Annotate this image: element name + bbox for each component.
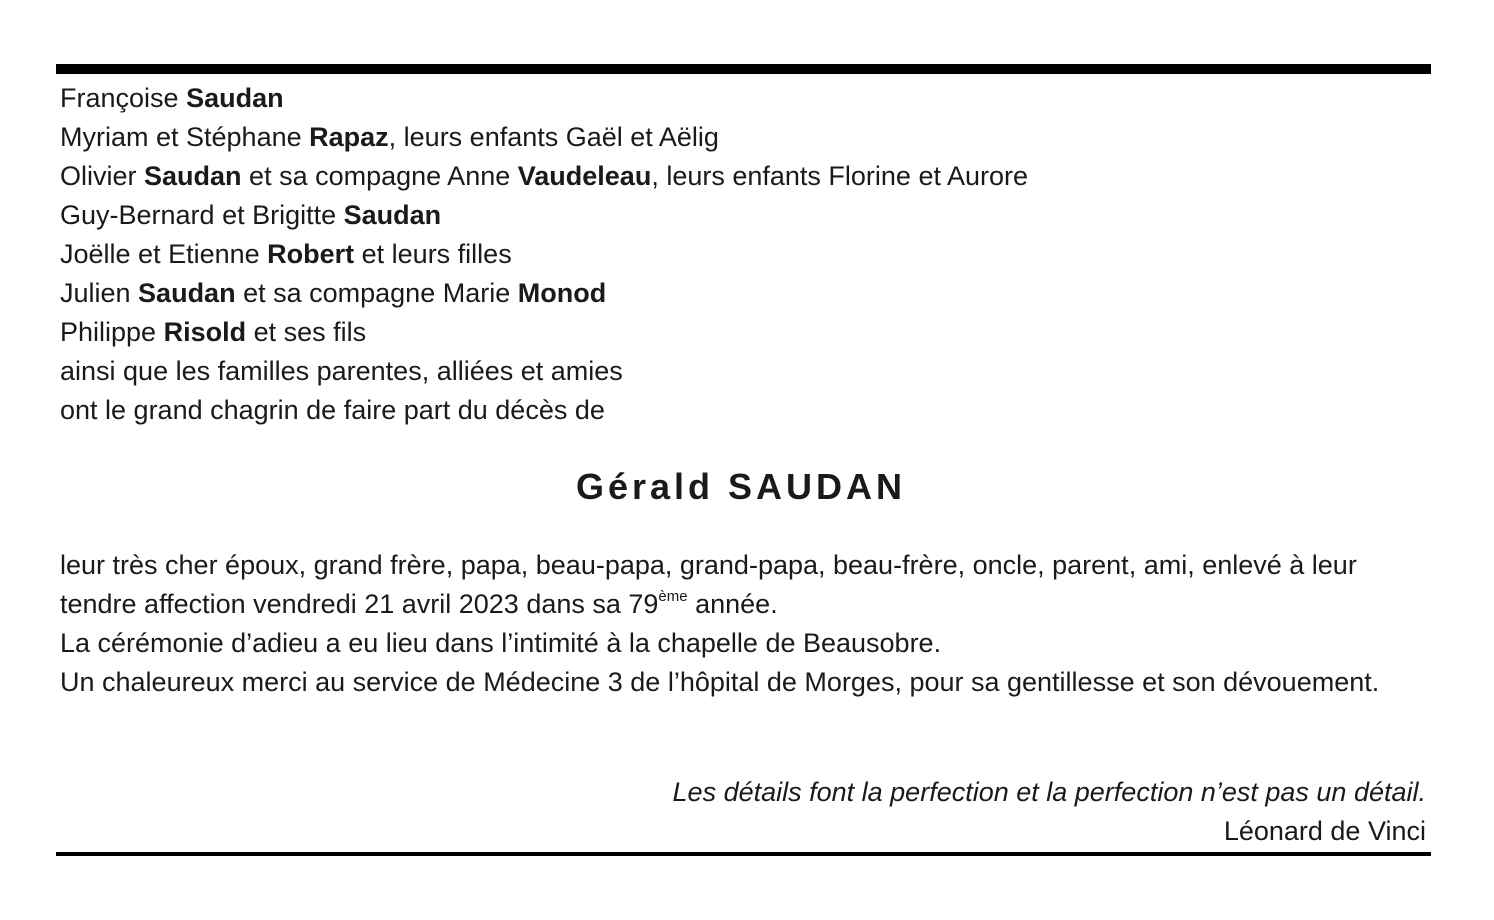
quote-block: [126, 773, 1426, 851]
family-line: Joëlle et Etienne Robert et leurs filles: [60, 239, 512, 269]
ceremony-paragraph: La cérémonie d’adieu a eu lieu dans l’intimité à la chapelle de Beausobre.: [60, 628, 942, 658]
family-line: Françoise Saudan: [60, 83, 284, 113]
family-line: Olivier Saudan et sa compagne Anne Vaudeleau, leurs enfants Florine et Aurore: [60, 161, 1029, 191]
family-line: ont le grand chagrin de faire part du décès de: [60, 395, 605, 425]
family-line: Philippe Risold et ses fils: [60, 317, 367, 347]
notice-paragraph: leur très cher époux, grand frère, papa, beau-papa, grand-papa, beau-frère, oncle, parent, ami, enlevé à leur tendre affection vendredi 21 avril 2023 dans sa 79ème année.: [60, 550, 1357, 619]
family-line: Julien Saudan et sa compagne Marie Monod: [60, 278, 607, 308]
notice-body: [60, 546, 1430, 702]
family-line: Myriam et Stéphane Rapaz, leurs enfants Gaël et Aëlig: [60, 122, 719, 152]
quote-author: Léonard de Vinci: [1223, 816, 1426, 846]
deceased-name: Gérald SAUDAN: [575, 466, 907, 507]
bottom-border-rule: [56, 852, 1431, 856]
quote-text: Les détails font la perfection et la perfection n’est pas un détail.: [672, 777, 1426, 807]
family-line: ainsi que les familles parentes, alliées et amies: [60, 356, 623, 386]
thanks-paragraph: Un chaleureux merci au service de Médecine 3 de l’hôpital de Morges, pour sa gentillesse et son dévouement.: [60, 667, 1380, 697]
family-line: Guy-Bernard et Brigitte Saudan: [60, 200, 442, 230]
top-border-rule: [56, 64, 1431, 74]
family-list: [60, 79, 1420, 430]
